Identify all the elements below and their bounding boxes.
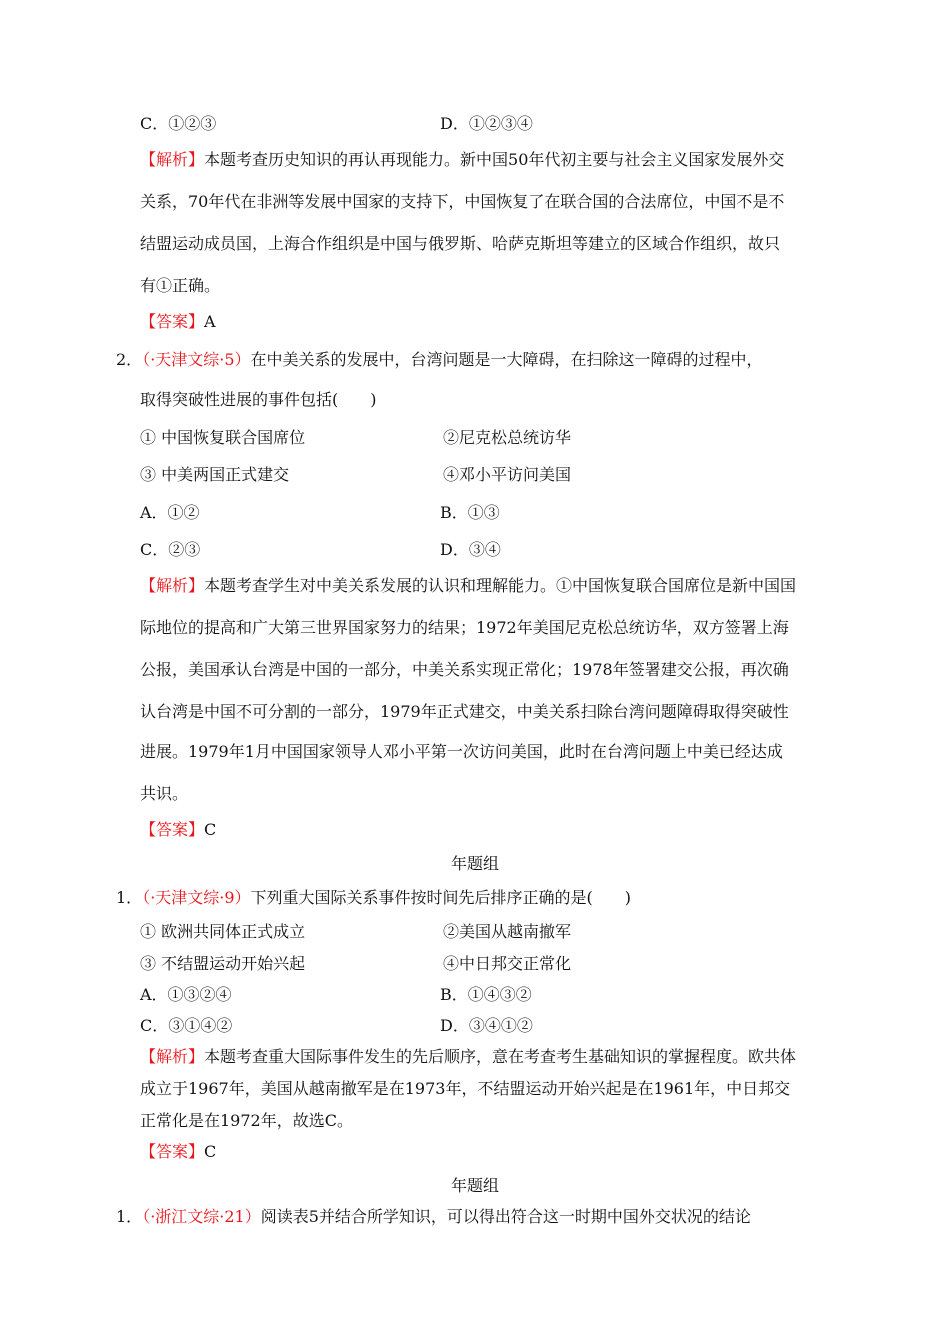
analysis-tag: 【解析】 [140,1047,205,1066]
item: ④邓小平访问美国 [443,465,572,484]
question-source: （·浙江文综·21） [142,1207,261,1226]
option-a: A．①③②④ [140,985,232,1004]
option-d: D．③④①② [440,1016,533,1035]
item: ③ 中美两国正式建交 [140,465,290,484]
answer-value: A [204,312,216,331]
answer-value: C [204,820,217,839]
item: ① 欧洲共同体正式成立 [140,922,306,941]
answer-value: C [204,1142,217,1161]
option-c: C．①②③ [140,114,217,133]
option-c: C．②③ [140,540,201,559]
analysis-tag: 【解析】 [140,576,205,595]
question-source: （·天津文综·5） [142,350,251,369]
analysis-line: 关系，70年代在非洲等发展中国家的支持下，中国恢复了在联合国的合法席位，中国不是不 [140,192,785,211]
analysis-line: 认台湾是中国不可分割的一部分，1979年正式建交，中美关系扫除台湾问题障碍取得突破性 [140,702,789,721]
analysis-line: 【解析】本题考查学生对中美关系发展的认识和理解能力。①中国恢复联合国席位是新中国国 [140,576,797,595]
question-stem: 1．（·天津文综·9）下列重大国际关系事件按时间先后排序正确的是( ) [116,888,632,907]
analysis-line: 结盟运动成员国，上海合作组织是中国与俄罗斯、哈萨克斯坦等建立的区域合作组织，故只 [140,234,781,253]
option-b: B．①④③② [440,985,532,1004]
item: ① 中国恢复联合国席位 [140,428,306,447]
question-source: （·天津文综·9） [142,888,251,907]
option-c: C．③①④② [140,1016,233,1035]
question-number: 1． [116,888,143,907]
option-b: B．①③ [440,503,500,522]
analysis-line: 【解析】本题考查重大国际事件发生的先后顺序，意在考查考生基础知识的掌握程度。欧共体 [140,1047,797,1066]
question-2-stem: 2．（·天津文综·5）在中美关系的发展中，台湾问题是一大障碍，在扫除这一障碍的过程中， [116,350,763,369]
answer-line [140,312,216,332]
analysis-line: 共识。 [140,784,189,803]
analysis-line: 【解析】本题考查历史知识的再认再现能力。新中国50年代初主要与社会主义国家发展外交 [140,150,785,169]
option-d: D．③④ [440,540,501,559]
option-d: D．①②③④ [440,114,533,133]
analysis-line: 正常化是在1972年，故选C。 [140,1111,353,1130]
analysis-line: 成立于1967年，美国从越南撤军是在1973年，不结盟运动开始兴起是在1961年，中日邦交 [140,1079,791,1098]
analysis-tag: 【解析】 [140,150,205,169]
option-a: A．①② [140,503,200,522]
answer-tag: 【答案】 [140,820,205,839]
item: ③ 不结盟运动开始兴起 [140,954,306,973]
item: ④中日邦交正常化 [443,954,572,973]
question-number: 2． [116,350,143,369]
answer-line [140,1142,216,1162]
section-heading: 年题组 [450,854,499,873]
section-heading: 年题组 [450,1176,499,1195]
question-stem: 1．（·浙江文综·21）阅读表5并结合所学知识，可以得出符合这一时期中国外交状况的结论 [116,1207,751,1226]
analysis-line: 际地位的提高和广大第三世界国家努力的结果；1972年美国尼克松总统访华，双方签署上海 [140,618,789,637]
question-number: 1． [116,1207,143,1226]
answer-tag: 【答案】 [140,1142,205,1161]
question-2-stem-cont: 取得突破性进展的事件包括( ) [140,390,377,409]
analysis-line: 进展。1979年1月中国国家领导人邓小平第一次访问美国，此时在台湾问题上中美已经达成 [140,742,783,761]
analysis-line: 公报，美国承认台湾是中国的一部分，中美关系实现正常化；1978年签署建交公报，再次确 [140,660,789,679]
answer-tag: 【答案】 [140,312,205,331]
item: ②尼克松总统访华 [443,428,572,447]
analysis-line: 有①正确。 [140,276,221,295]
answer-line [140,820,216,840]
item: ②美国从越南撤军 [443,922,572,941]
